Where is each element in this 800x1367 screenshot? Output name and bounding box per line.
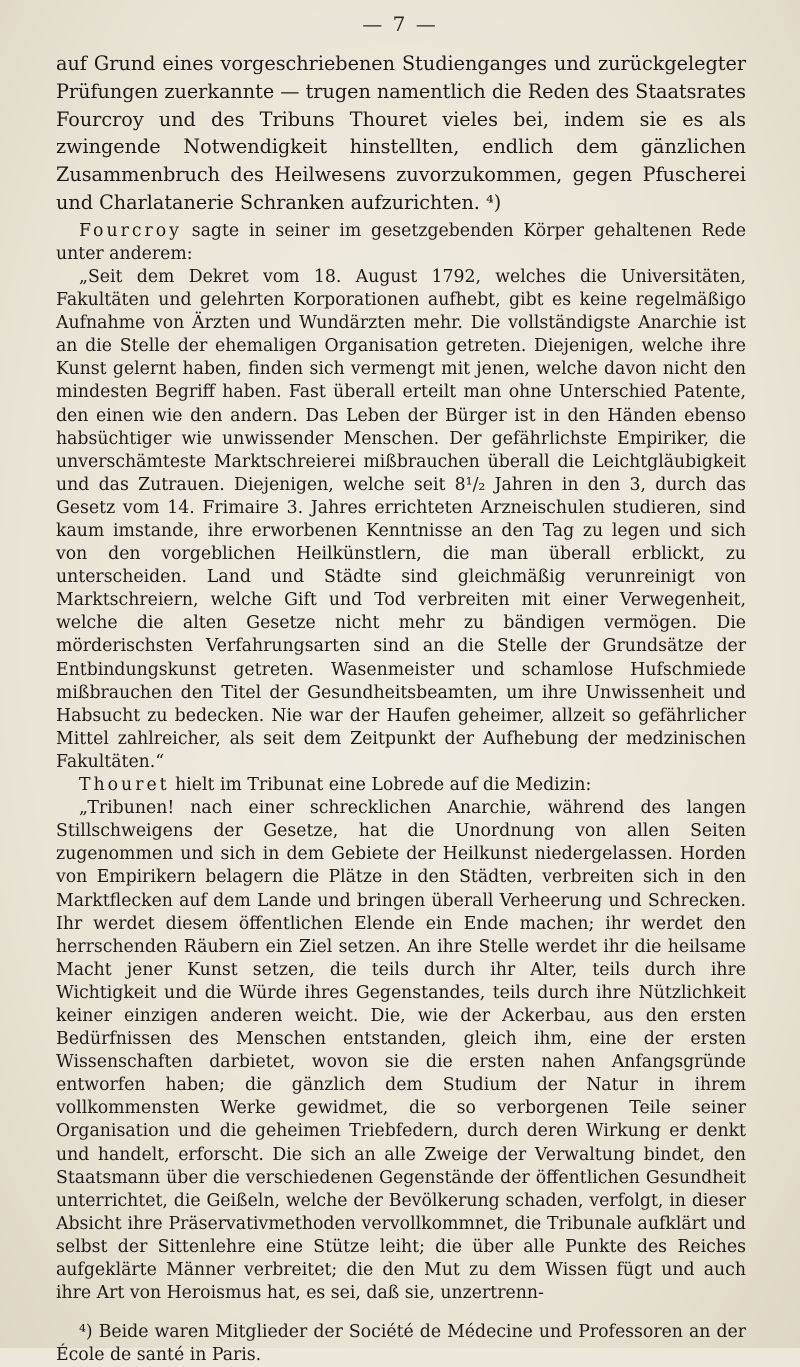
footnote-text: Beide waren Mitglieder der Société de Médecine und Professoren an der École de santé in Paris.	[56, 1322, 746, 1366]
main-text	[56, 50, 746, 1367]
paragraph-thouret-intro	[56, 774, 746, 797]
paragraph-fourcroy-quote: „Seit dem Dekret vom 18. August 1792, welches die Universitäten, Fakultäten und gelehrten Korporationen aufhebt, gibt es keine regelmäßigo Aufnahme von Ärzten und Wundärzten mehr. Die vollständigste Anarchie ist an die Stelle der ehemaligen Organisation getreten. Diejenigen, welche ihre Kunst gelernt haben, finden sich vermengt mit jenen, welche davon nicht den mindesten Begriff haben. Fast überall erteilt man ohne Unterschied Patente, den einen wie den andern. Das Leben der Bürger ist in den Händen ebenso habsüchtiger wie unwissender Menschen. Der gefährlichste Empiriker, die unverschämteste Marktschreierei mißbrauchen überall die Leichtgläubigkeit und das Zutrauen. Diejenigen, welche seit 8¹/₂ Jahren in den 3, durch das Gesetz vom 14. Frimaire 3. Jahres errichteten Arzneischulen studieren, sind kaum imstande, ihre erworbenen Kenntnisse an den Tag zu legen und sich von den vorgeblichen Heilkünstlern, die man überall erblickt, zu unterscheiden. Land und Städte sind gleichmäßig verunreinigt von Marktschreiern, welche Gift und Tod verbreiten mit einer Verwegenheit, welche die alten Gesetze nicht mehr zu bändigen vermögen. Die mörderischsten Verfahrungsarten sind an die Stelle der Grundsätze der Entbindungskunst getreten. Wasenmeister und schamlose Hufschmiede mißbrauchen den Titel der Gesundheitsbeamten, um ihre Unwissenheit und Habsucht zu bedecken. Nie war der Haufen geheimer, allzeit so gefährlicher Mittel zahlreicher, als seit dem Zeitpunkt der Aufhebung der medzinischen Fakultäten.“	[56, 266, 746, 772]
paragraph-text: sagte in seiner im gesetzgebenden Körper gehaltenen Rede unter anderem:	[56, 220, 746, 264]
page-number: — 7 —	[362, 12, 438, 36]
paragraph-lead: auf Grund eines vorgeschriebenen Studienganges und zurückgelegter Prüfungen zuerkannte — trugen namentlich die Reden des Staatsrates Fourcroy und des Tribuns Thouret vieles bei, indem sie es als zwingende Notwendigkeit hinstellten, endlich dem gänzlichen Zusammenbruch des Heilwesens zuvorzukommen, gegen Pfuscherei und Charlatanerie Schranken aufzurichten. ⁴)	[56, 52, 746, 214]
footnote	[56, 1321, 746, 1367]
paragraph-text: hielt im Tribunat eine Lobrede auf die Medizin:	[169, 775, 592, 796]
speaker-name: Fourcroy	[79, 220, 182, 241]
paragraph-thouret-quote: „Tribunen! nach einer schrecklichen Anarchie, während des langen Stillschweigens der Gesetze, hat die Unordnung von allen Seiten zugenommen und sich in dem Gebiete der Heilkunst niedergelassen. Horden von Empirikern belagern die Plätze in den Städten, verbreiten sich in den Marktflecken auf dem Lande und bringen überall Verheerung und Schrecken. Ihr werdet diesem öffentlichen Elende ein Ende machen; ihr werdet den herrschenden Räubern ein Ziel setzen. An ihre Stelle werdet ihr die heilsame Macht jener Kunst setzen, die teils durch ihr Alter, teils durch ihre Wichtigkeit und die Würde ihres Gegenstandes, teils durch ihre Nützlichkeit keiner einzigen anderen weicht. Die, wie der Ackerbau, aus den ersten Bedürfnissen des Menschen entstanden, gleich ihm, eine der ersten Wissenschaften darbietet, wovon sie die ersten nahen Anfangsgründe entworfen haben; die gänzlich dem Studium der Natur in ihrem vollkommensten Werke gewidmet, die so verborgenen Teile seiner Organisation und die geheimen Triebfedern, durch deren Wirkung er denkt und handelt, erforscht. Die sich an alle Zweige der Verwaltung bindet, den Staatsmann über die verschiedenen Gegenstände der öffentlichen Gesundheit unterrichtet, die Geißeln, welche der Bevölkerung schaden, verfolgt, in dieser Absicht ihre Präservativmethoden vervollkommnet, die Tribunale aufklärt und selbst der Sittenlehre eine Stütze leiht; die über alle Punkte des Reiches aufgeklärte Männer verbreitet; die den Mut zu dem Wissen fügt und auch ihre Art von Heroismus hat, es sei, daß sie, unzertrenn-	[56, 798, 746, 1304]
paragraph-fourcroy-intro	[56, 220, 746, 266]
footnote-marker: ⁴)	[79, 1322, 93, 1343]
speaker-name: Thouret	[79, 775, 170, 796]
